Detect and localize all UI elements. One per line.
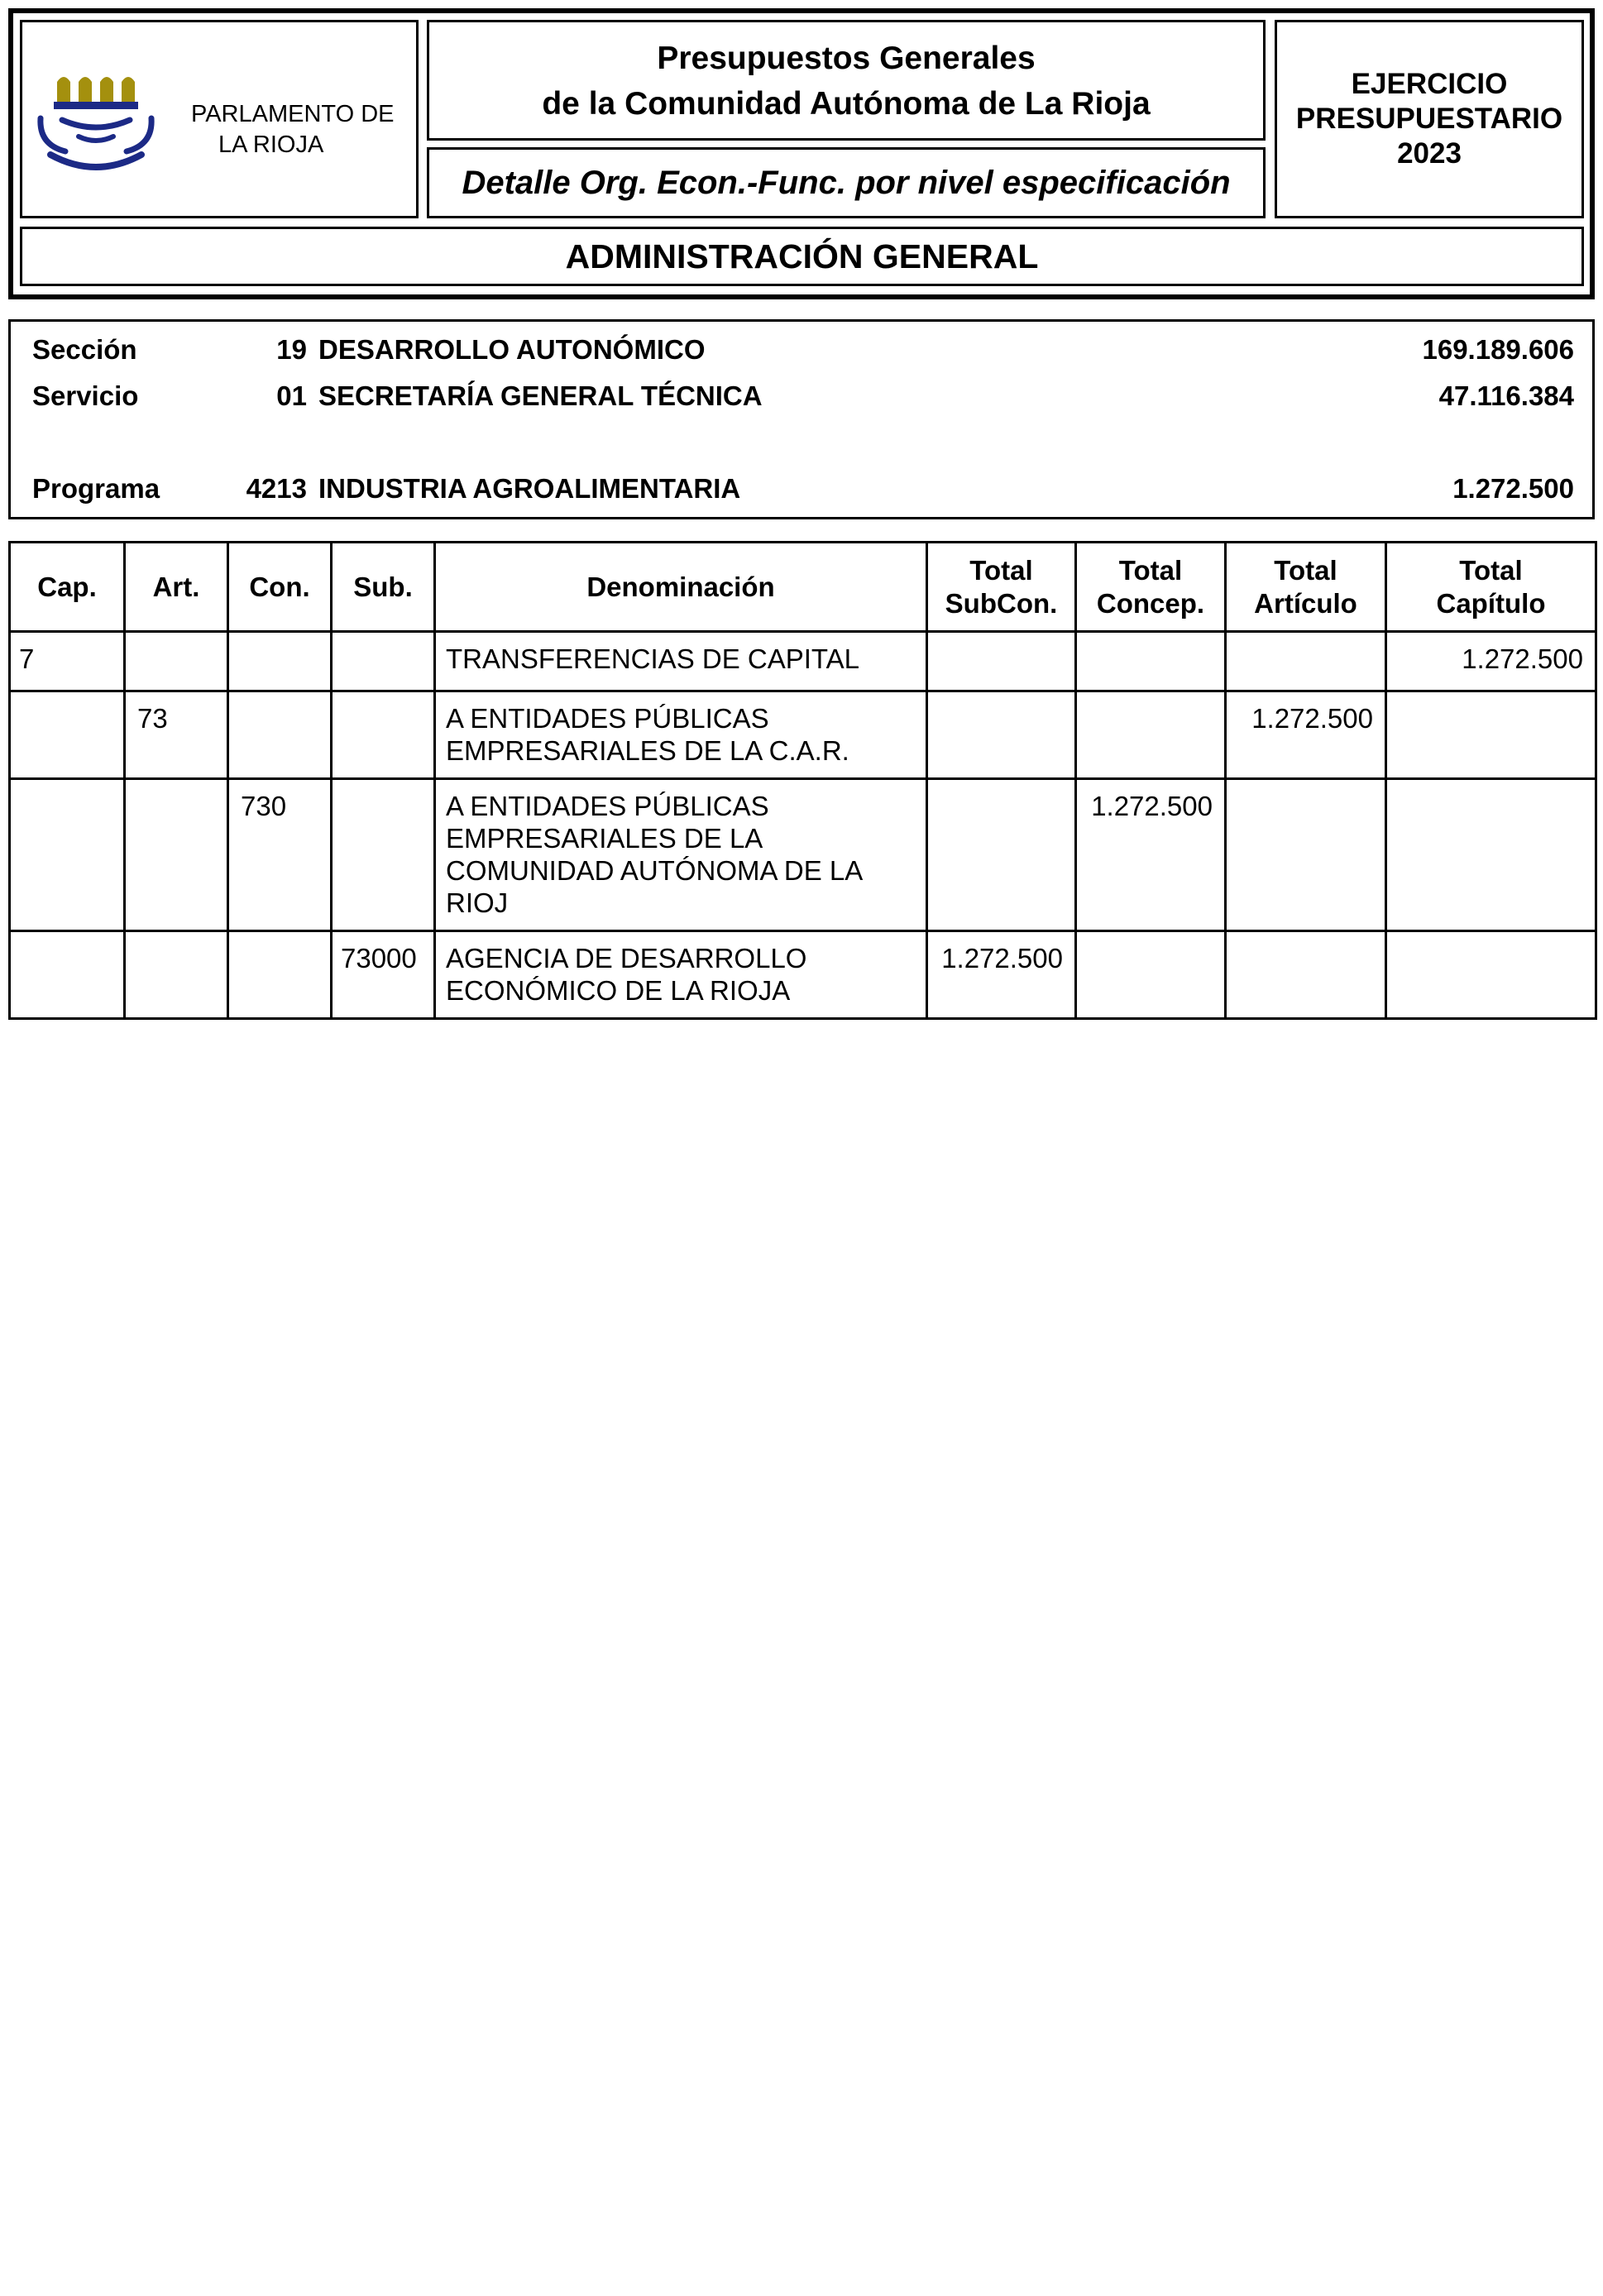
cell-cap	[10, 691, 125, 779]
cell-total-subcon	[927, 632, 1076, 691]
section-amount: 169.189.606	[1422, 334, 1574, 365]
cell-total-subcon	[927, 779, 1076, 931]
program-code: 4213	[246, 473, 307, 504]
header-total-concep-line2: Concep.	[1096, 587, 1205, 619]
cell-total-subcon: 1.272.500	[927, 931, 1076, 1019]
cell-total-concep: 1.272.500	[1076, 779, 1226, 931]
fiscal-year-label-line2: PRESUPUESTARIO	[1295, 103, 1563, 135]
cell-con: 730	[228, 779, 332, 931]
cell-cap	[10, 779, 125, 931]
header-con: Con.	[228, 543, 332, 632]
table-row	[10, 691, 1596, 779]
cell-total-concep	[1076, 632, 1226, 691]
cell-total-subcon	[927, 691, 1076, 779]
cell-art	[125, 632, 228, 691]
administration-box	[20, 227, 1584, 286]
section-name: DESARROLLO AUTONÓMICO	[318, 334, 706, 365]
cell-con	[228, 632, 332, 691]
fiscal-year-box	[1275, 20, 1584, 218]
document-subtitle-box	[427, 147, 1266, 218]
cell-sub	[332, 691, 435, 779]
table-header-row	[10, 543, 1596, 632]
header-total-articulo	[1226, 543, 1386, 632]
header-art: Art.	[125, 543, 228, 632]
logo-band	[54, 102, 138, 109]
budget-table	[8, 541, 1597, 1020]
section-label: Sección	[32, 334, 137, 365]
document-subtitle: Detalle Org. Econ.-Func. por nivel especificación	[462, 165, 1231, 201]
cell-total-capitulo: 1.272.500	[1386, 632, 1596, 691]
cell-denominacion: TRANSFERENCIAS DE CAPITAL	[435, 632, 927, 691]
section-code: 19	[276, 334, 307, 365]
cell-art	[125, 931, 228, 1019]
cell-total-concep	[1076, 931, 1226, 1019]
cell-art	[125, 779, 228, 931]
header-total-capitulo	[1386, 543, 1596, 632]
cell-total-concep	[1076, 691, 1226, 779]
cell-sub	[332, 779, 435, 931]
header-total-articulo-line2: Artículo	[1254, 587, 1357, 619]
header-cap: Cap.	[10, 543, 125, 632]
logo-towers	[57, 77, 135, 102]
administration-title: ADMINISTRACIÓN GENERAL	[565, 237, 1039, 275]
service-code: 01	[276, 380, 307, 411]
logo-box	[20, 20, 419, 218]
cell-denominacion: A ENTIDADES PÚBLICAS EMPRESARIALES DE LA C.A.R.	[435, 691, 927, 779]
header-total-capitulo-line1: Total	[1459, 554, 1523, 586]
parliament-name-line2: LA RIOJA	[218, 132, 324, 158]
header-total-subcon-line1: Total	[969, 554, 1033, 586]
cell-total-capitulo	[1386, 691, 1596, 779]
program-label: Programa	[32, 473, 160, 504]
parliament-name-line1: PARLAMENTO DE	[191, 101, 395, 127]
cell-total-articulo	[1226, 779, 1386, 931]
cell-sub: 73000	[332, 931, 435, 1019]
cell-cap: 7	[10, 632, 125, 691]
cell-total-capitulo	[1386, 779, 1596, 931]
program-name: INDUSTRIA AGROALIMENTARIA	[318, 473, 741, 504]
table-row	[10, 632, 1596, 691]
cell-sub	[332, 632, 435, 691]
cell-total-articulo	[1226, 632, 1386, 691]
cell-denominacion: AGENCIA DE DESARROLLO ECONÓMICO DE LA RIOJA	[435, 931, 927, 1019]
service-amount: 47.116.384	[1438, 380, 1574, 411]
header-total-capitulo-line2: Capítulo	[1436, 587, 1546, 619]
section-info-panel	[8, 319, 1595, 519]
service-label: Servicio	[32, 380, 139, 411]
document-title-line2: de la Comunidad Autónoma de La Rioja	[542, 86, 1151, 122]
table-row	[10, 931, 1596, 1019]
cell-total-capitulo	[1386, 931, 1596, 1019]
cell-cap	[10, 931, 125, 1019]
document-title-line1: Presupuestos Generales	[657, 41, 1036, 76]
cell-total-articulo: 1.272.500	[1226, 691, 1386, 779]
cell-art: 73	[125, 691, 228, 779]
cell-total-articulo	[1226, 931, 1386, 1019]
fiscal-year: 2023	[1397, 137, 1462, 170]
program-amount: 1.272.500	[1452, 473, 1574, 504]
header-sub: Sub.	[332, 543, 435, 632]
header-total-articulo-line1: Total	[1274, 554, 1337, 586]
cell-denominacion: A ENTIDADES PÚBLICAS EMPRESARIALES DE LA COMUNIDAD AUTÓNOMA DE LA RIOJ	[435, 779, 927, 931]
header-total-concep	[1076, 543, 1226, 632]
header-total-concep-line1: Total	[1118, 554, 1183, 586]
parliament-logo-icon	[32, 69, 188, 175]
service-name: SECRETARÍA GENERAL TÉCNICA	[318, 380, 763, 411]
header-total-subcon-line2: SubCon.	[945, 587, 1058, 619]
cell-con	[228, 931, 332, 1019]
fiscal-year-label-line1: EJERCICIO	[1351, 68, 1508, 100]
header-denominacion: Denominación	[435, 543, 927, 632]
table-row	[10, 779, 1596, 931]
document-title-box	[427, 20, 1266, 141]
cell-con	[228, 691, 332, 779]
header-total-subcon	[927, 543, 1076, 632]
